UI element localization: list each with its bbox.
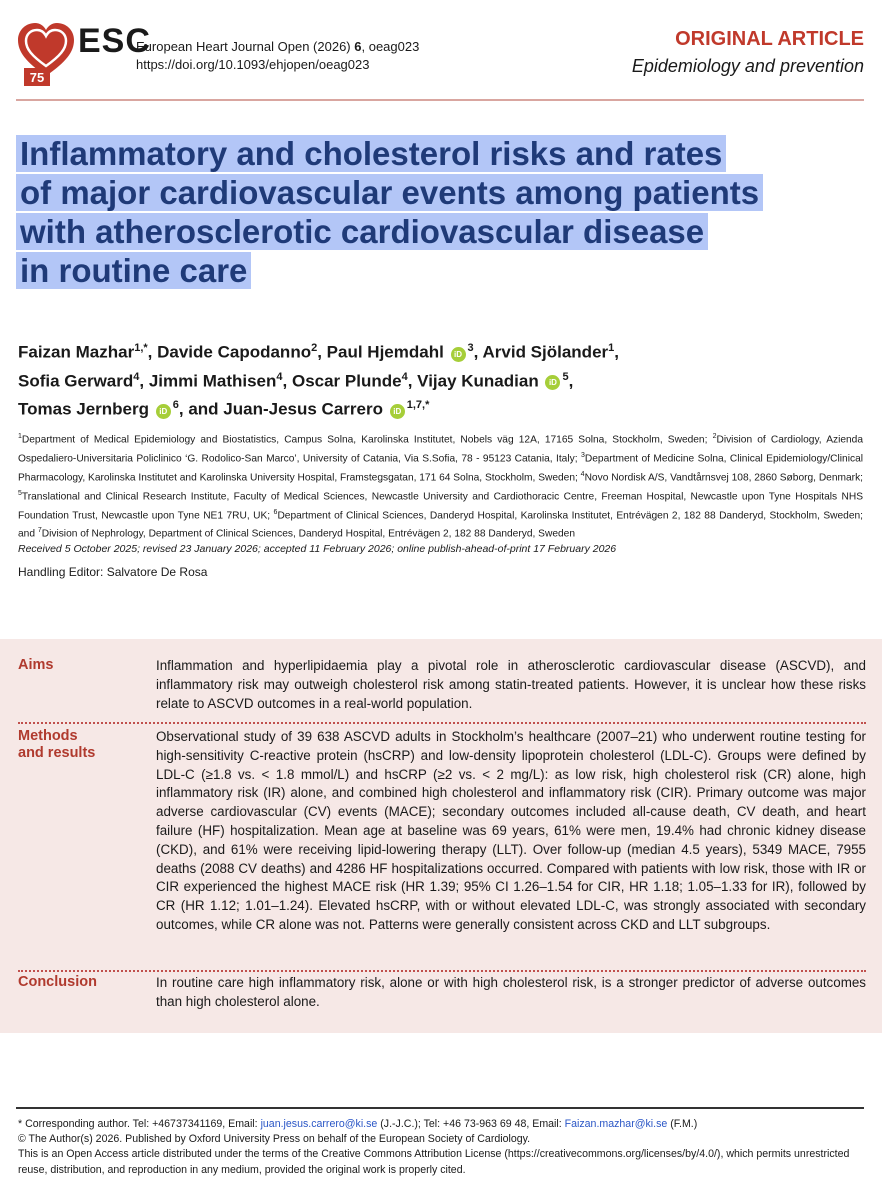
title-line: Inflammatory and cholesterol risks and rates (16, 135, 726, 172)
author-name: Sofia Gerward (18, 371, 134, 391)
handling-editor: Handling Editor: Salvatore De Rosa (18, 565, 208, 579)
methods-label: Methods and results (18, 728, 96, 761)
header-divider (16, 99, 864, 101)
author-name: Arvid Sjölander (482, 342, 609, 362)
section-divider (18, 970, 866, 972)
author-name: Oscar Plunde (291, 371, 402, 391)
email-link[interactable]: juan.jesus.carrero@ki.se (260, 1118, 378, 1130)
title-line: in routine care (16, 252, 251, 289)
copyright: © The Author(s) 2026. Published by Oxford University Press on behalf of the European Society of Cardiology. (18, 1133, 531, 1146)
author-name: Tomas Jernberg (18, 399, 150, 419)
journal-doi[interactable]: https://doi.org/10.1093/ehjopen/oeag023 (136, 57, 370, 72)
journal-header (16, 18, 864, 88)
email-link[interactable]: Faizan.mazhar@ki.se (564, 1118, 668, 1130)
aims-label: Aims (18, 657, 54, 673)
esc-logo-text: ESC (78, 22, 151, 60)
footnote-divider (16, 1107, 864, 1109)
structured-abstract (0, 639, 882, 1033)
orcid-icon[interactable]: iD (451, 347, 466, 362)
received-dates: Received 5 October 2025; revised 23 January 2026; accepted 11 February 2026; online publish-ahead-of-print 17 February 2026 (18, 543, 617, 555)
conclusion-label: Conclusion (18, 974, 97, 990)
footnotes (18, 1117, 864, 1178)
orcid-icon[interactable]: iD (156, 404, 171, 419)
author-name: Juan-Jesus Carrero (223, 399, 383, 419)
esc-heart-logo-icon (16, 18, 76, 86)
conclusion-text: In routine care high inflammatory risk, alone or with high cholesterol risk, is a stronger predictor of adverse outcomes than high cholesterol alone. (156, 975, 866, 1009)
orcid-icon[interactable]: iD (545, 375, 560, 390)
corresponding-author: * Corresponding author. Tel: +46737341169, Email: juan.jesus.carrero@ki.se (J.-J.C.); Tel: +46 73-963 69 48, Email: Faizan.mazhar@ki.se (F.M.) (18, 1118, 698, 1130)
author-name: Paul Hjemdahl (326, 342, 444, 362)
title-line: of major cardiovascular events among patients (16, 174, 763, 211)
author-name: Davide Capodanno (157, 342, 312, 362)
logo-badge: 75 (29, 70, 45, 85)
title-line: with atherosclerotic cardiovascular disease (16, 213, 708, 250)
license-text: This is an Open Access article distributed under the terms of the Creative Commons Attribution License (https://creativecommons.org/licenses/by/4.0/), which permits unrestricted reuse, distribution, and reproduction in any medium, provided the original work is properly cited. (18, 1148, 850, 1176)
orcid-icon[interactable]: iD (390, 404, 405, 419)
aims-text: Inflammation and hyperlipidaemia play a pivotal role in atherosclerotic cardiovascular disease (ASCVD), and inflammatory risk may outweigh cholesterol risk among statin-treated patients. However, it is unclear how these risks relate to ASCVD outcomes in a real-world population. (156, 658, 866, 711)
methods-text: Observational study of 39 638 ASCVD adults in Stockholm’s healthcare (2007–21) who underwent routine testing for high-sensitivity C-reactive protein (hsCRP) and low-density lipoprotein cholesterol (LDL-C). Groups were defined by LDL-C (≥1.8 vs. < 1.8 mmol/L) and hsCRP (≥2 vs. < 2 mg/L): as low risk, high cholesterol risk (CR) alone, high inflammatory risk (IR) alone, and combined high cholesterol and inflammatory risk (CIR). Primary outcome was major adverse cardiovascular (CV) events (MACE); secondary outcomes included all-cause death, CV death, and heart failure (HF) hospitalization. Mean age at baseline was 69 years, 61% were men, 19.4% had chronic kidney disease (CKD), and 61% were receiving lipid-lowering therapy (LLT). Over follow-up (median 4.5 years), 5349 MACE, 7955 deaths (2088 CV deaths) and 4286 HF hospitalizations occurred. Compared with patients with low risk, those with IR or CIR experienced the highest MACE risk (HR 1.39; 95% CI 1.26–1.54 for CIR, HR 1.18; 1.05–1.33 for IR), followed by CR (HR 1.12; 1.01–1.24). Elevated hsCRP, with or without elevated LDL-C, was strongly associated with secondary outcomes, while CR alone was not. Patterns were generally consistent across CKD and LLT subgroups. (156, 729, 866, 932)
affiliations: $^1$Department of Medical Epidemiology and Biostatistics, Campus Solna, Karolinska Institutet, Nobels väg 12A, 17165 Solna, Stockholm, Sweden; $^2$Division of Cardiology, Azienda Ospedaliero-Universitaria Policlinico ‘G. Rodolico-San Marco’, University of Catania, Via S.Sofia, 78 - 95123 Catania, Italy; $^3$Department of Medicine Solna, Clinical Epidemiology/Clinical Pharmacology, Karolinska Institutet and Karolinska University Hospital, Framstegsgatan, 171 64 Solna, Stockholm, Sweden; $^4$Novo Nordisk A/S, Vandtårnsvej 108, 2860 Søborg, Denmark; $^5$Translational and Clinical Research Institute, Faculty of Medical Sciences, Newcastle University and Cardiothoracic Centre, Freeman Hospital, Newcastle upon Tyne Hospitals NHS Foundation Trust, Newcastle upon Tyne NE1 7RU, UK; $^6$Department of Clinical Sciences, Danderyd Hospital, Karolinska Institutet, Entrévägen 2, 182 88 Danderyd, Stockholm, Sweden; and $^7$Division of Nephrology, Department of Clinical Sciences, Danderyd Hospital, Entrévägen 2, 182 88 Danderyd, Sweden (18, 433, 864, 540)
section-divider (18, 722, 866, 724)
author-name: Jimmi Mathisen (148, 371, 277, 391)
article-subtype: Epidemiology and prevention (631, 56, 864, 76)
article-type: ORIGINAL ARTICLE (675, 28, 864, 50)
author-name: Vijay Kunadian (417, 371, 539, 391)
article-title[interactable] (16, 134, 816, 290)
journal-citation: European Heart Journal Open (2026) 6, oeag023 https://doi.org/10.1093/ehjopen/oeag023 (136, 39, 420, 72)
author-list: Faizan Mazhar$^{1,*}$, Davide Capodanno$^2$, Paul Hjemdahl $iD^3$, Arvid Sjölander$^1$, Sofia Gerward$^4$, Jimmi Mathisen$^4$, Oscar Plunde$^4$, Vijay Kunadian $iD^5$, Tomas Jernberg $iD^6$, and Juan-Jesus Carrero $iD^{1,7,*}$ (18, 342, 619, 419)
author-name: Faizan Mazhar (18, 342, 135, 362)
